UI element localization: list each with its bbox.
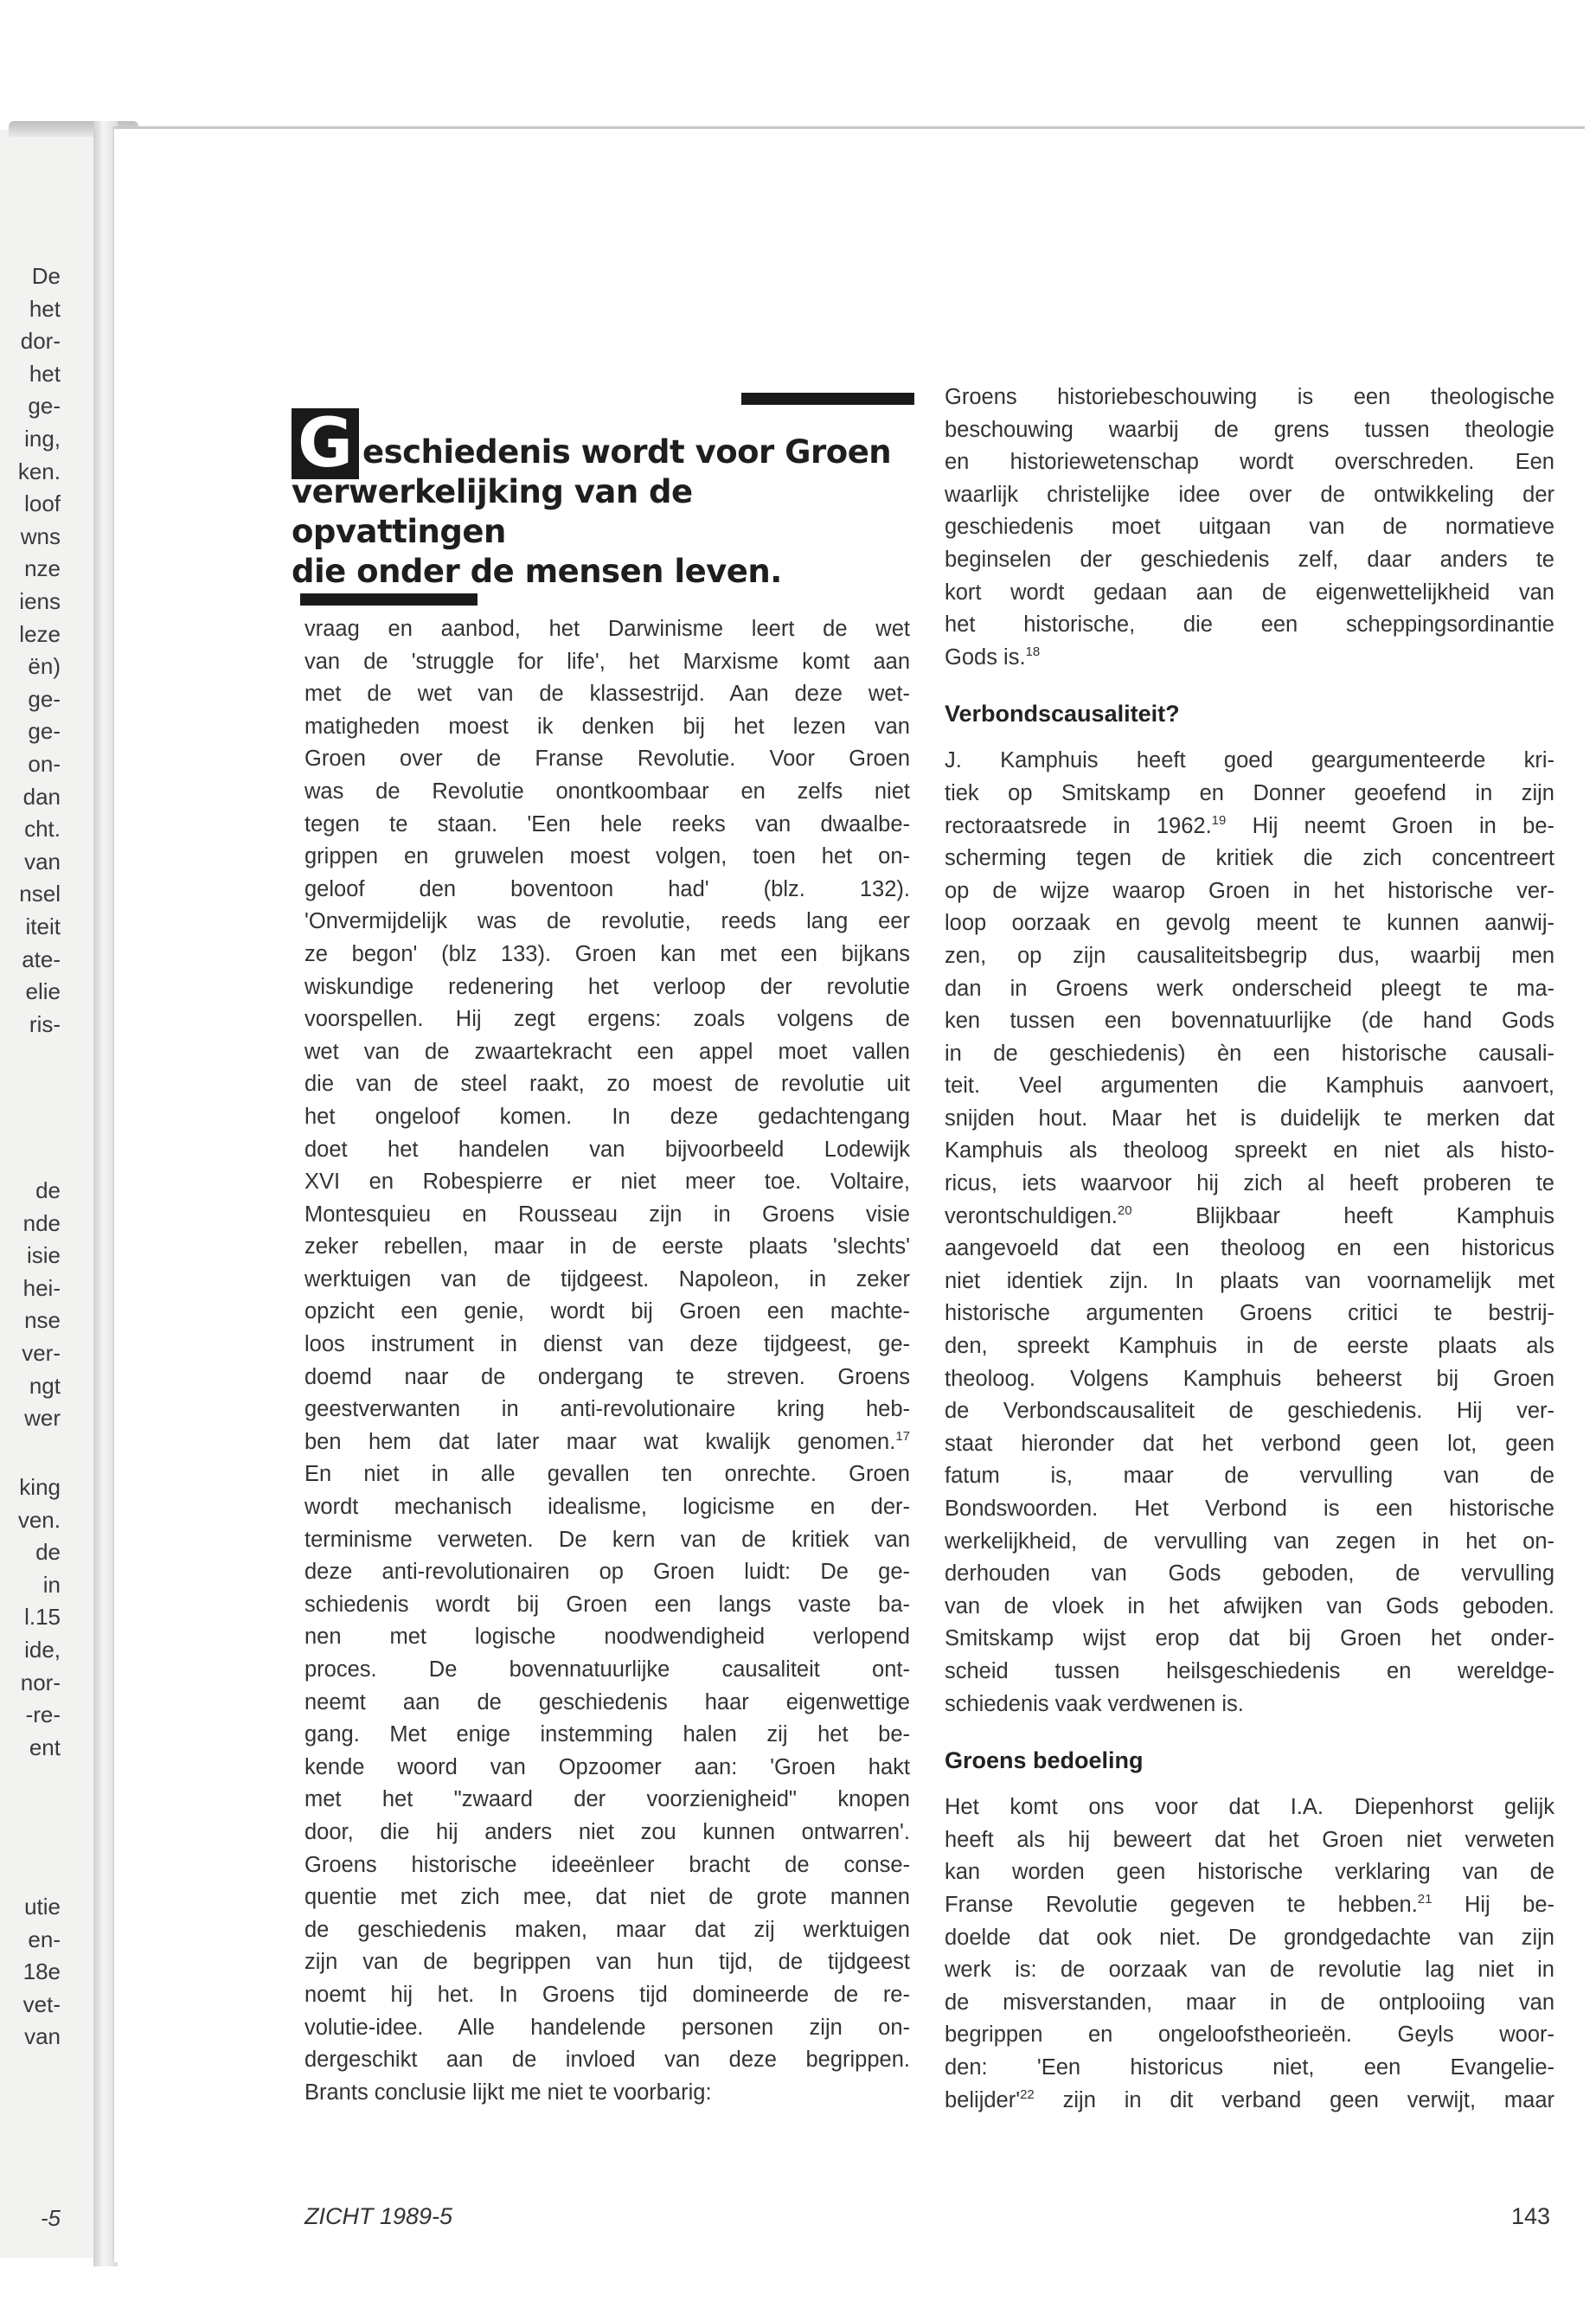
previous-page-fragment: ge- (28, 685, 61, 712)
heading-line-2: verwerkelijking van de opvattingen (292, 473, 693, 550)
previous-page-fragment: dan (22, 783, 61, 810)
previous-page-fragment: king (19, 1474, 61, 1500)
footnote-marker: 19 (1211, 812, 1227, 828)
previous-page-fragment: nze (24, 555, 61, 582)
text-line: die van de steel raakt, zo moest de revolutie uit (304, 1072, 910, 1097)
previous-page-fragment: iteit (25, 913, 61, 939)
left-column-text (304, 613, 910, 2109)
text-line: J. Kamphuis heeft goed geargumenteerde kri- (945, 748, 1554, 773)
intro-paragraph (945, 381, 1554, 674)
previous-page-fragment: van (24, 848, 61, 875)
text-line: zijn van de begrippen van hun tijd, de tijdgeest (304, 1950, 910, 1975)
previous-page-fragment: nsel (19, 881, 61, 907)
text-line: snijden hout. Maar het is duidelijk te merken dat (945, 1106, 1554, 1131)
text-line: wordt mechanisch idealisme, logicisme en der- (304, 1495, 910, 1520)
previous-page-fragment: 18e (22, 1958, 61, 1985)
previous-page-fragment: ge- (28, 393, 61, 420)
previous-page-fragment: ën) (28, 653, 61, 680)
previous-page-fragment: dor- (20, 328, 61, 355)
text-line: kan worden geen historische verklaring van de (945, 1860, 1554, 1885)
text-line: vraag en aanbod, het Darwinisme leert de wet (304, 617, 910, 641)
previous-page-fragment: in (42, 1571, 61, 1598)
previous-page-fragment: het (29, 360, 61, 387)
text-line: geestverwanten in anti-revolutionaire kring heb- (304, 1397, 910, 1422)
text-line: werk is: de oorzaak van de revolutie lag niet in (945, 1958, 1554, 1983)
text-line: fatum is, maar de vervulling van de (945, 1464, 1554, 1489)
previous-page-fragment: iens (19, 588, 61, 614)
text-line: proces. De bovennatuurlijke causaliteit ont- (304, 1657, 910, 1682)
previous-page-fragment: on- (28, 751, 61, 777)
text-line: in de geschiedenis) èn een historische causali- (945, 1041, 1554, 1066)
text-line: Brants conclusie lijkt me niet te voorbarig: (304, 2080, 712, 2105)
section-groens-bedoeling-text (945, 1791, 1554, 2117)
text-line: doemd naar de ondergang te streven. Groens (304, 1364, 910, 1389)
text-line: Groens historiebeschouwing is een theologische (945, 385, 1554, 409)
left-column (304, 613, 910, 2109)
text-line: matigheden moest ik denken bij het lezen van (304, 714, 910, 739)
previous-page-fragment: elie (25, 978, 61, 1005)
heading-rule-top (741, 393, 914, 405)
text-line: nen met logische noodwendigheid verlopend (304, 1625, 910, 1650)
heading-text (292, 433, 914, 592)
text-line: ben hem dat later maar wat kwalijk genomen.$^{17}$ (304, 1428, 910, 1454)
text-line: de misverstanden, maar in de ontplooiing van (945, 1990, 1554, 2015)
heading-rule-bottom (300, 593, 478, 606)
text-line: werktuigen van de tijdgeest. Napoleon, in zeker (304, 1266, 910, 1292)
text-line: $belijder'^{22}$ zijn in dit verband geen verwijt, maar (945, 2086, 1554, 2112)
text-line: kende woord van Opzoomer aan: 'Groen hakt (304, 1754, 910, 1779)
previous-page-fragment: ver- (22, 1340, 61, 1366)
text-line: Het komt ons voor dat I.A. Diepenhorst gelijk (945, 1795, 1554, 1820)
text-line: opzicht een genie, wordt bij Groen een machte- (304, 1299, 910, 1324)
text-line: het ongeloof komen. In deze gedachtengang (304, 1104, 910, 1129)
previous-page-fragment: wer (24, 1405, 61, 1432)
text-line: beschouwing waarbij de grens tussen theologie (945, 417, 1554, 442)
text-line: den, spreekt Kamphuis in de eerste plaats als (945, 1334, 1554, 1359)
previous-page-fragment: wns (20, 522, 61, 549)
heading-line-3: die onder de mensen leven. (292, 553, 782, 590)
previous-page-fragment: nor- (20, 1669, 61, 1695)
text-line: begrippen en ongeloofstheorieën. Geyls woor- (945, 2022, 1554, 2048)
previous-page-fragment: ris- (29, 1010, 61, 1037)
text-line: zen, op zijn causaliteitsbegrip dus, waarbij men (945, 943, 1554, 968)
text-line: met de wet van de klassestrijd. Aan deze wet- (304, 682, 910, 707)
text-line: Bondswoorden. Het Verbond is een historische (945, 1497, 1554, 1521)
footnote-marker: 22 (1020, 2086, 1035, 2102)
right-column (945, 381, 1554, 2117)
previous-page-fragment: vet- (22, 1990, 61, 2017)
text-line: het historische, die een scheppingsordinantie (945, 612, 1554, 638)
previous-page-footer-fragment: -5 (40, 2205, 61, 2231)
previous-page-fragment: utie (24, 1894, 61, 1920)
text-line: beginselen der geschiedenis zelf, daar anders te (945, 547, 1554, 572)
previous-page-fragment: het (29, 295, 61, 322)
text-line: voorspellen. Hij zegt ergens: zoals volgens de (304, 1007, 910, 1032)
text-line: theoloog. Volgens Kamphuis beheerst bij Groen (945, 1366, 1554, 1391)
text-line: doet het handelen van bijvoorbeeld Lodewijk (304, 1137, 910, 1162)
text-line: Montesquieu en Rousseau zijn in Groens visie (304, 1202, 910, 1227)
text-line: loop oorzaak en gevolg meent te kunnen aanwij- (945, 911, 1554, 936)
previous-page-fragment: isie (26, 1242, 61, 1269)
previous-page-fragment: ide, (24, 1637, 61, 1663)
section-heading-groens-bedoeling: Groens bedoeling (945, 1747, 1144, 1774)
text-line: was de Revolutie onontkoombaar en zelfs niet (304, 779, 910, 804)
text-line: de geschiedenis maken, maar dat zij werktuigen (304, 1917, 910, 1942)
text-line: geloof den boventoon had' (blz. 132). (304, 876, 910, 901)
text-line: van de vloek in het afwijken van Gods geboden. (945, 1593, 1554, 1618)
previous-page-fragment: leze (19, 620, 61, 647)
heading-line-1: eschiedenis wordt voor Groen (362, 433, 892, 471)
text-line: grippen en gruwelen moest volgen, toen het on- (304, 844, 910, 869)
text-line: teit. Veel argumenten die Kamphuis aanvoert, (945, 1074, 1554, 1099)
text-line: niet identiek zijn. In plaats van voornamelijk met (945, 1268, 1554, 1293)
text-line: ricus, iets waarvoor hij zich al heeft proberen te (945, 1171, 1554, 1196)
previous-page-fragment: hei- (22, 1274, 61, 1301)
text-line: met het "zwaard der voorzienigheid" knopen (304, 1787, 910, 1812)
footnote-marker: 18 (1025, 644, 1041, 659)
text-line: ken tussen een bovennatuurlijke (de hand Gods (945, 1009, 1554, 1034)
previous-page-fragment: ing, (24, 426, 61, 452)
previous-page-fragment: ge- (28, 718, 61, 745)
text-line: zeker rebellen, maar in de eerste plaats 'slechts' (304, 1234, 910, 1259)
text-line: op de wijze waarop Groen in het historische ver- (945, 878, 1554, 903)
previous-page-fragment: ngt (29, 1372, 61, 1399)
text-line: En niet in alle gevallen ten onrechte. Groen (304, 1462, 910, 1487)
text-line: Groens historische ideeënleer bracht de conse- (304, 1852, 910, 1877)
text-line: verontschuldigen.$^{20}$ Blijkbaar heeft Kamphuis (945, 1202, 1554, 1228)
previous-page-fragment: ken. (17, 458, 61, 484)
footnote-marker: 17 (895, 1428, 910, 1444)
text-line: wet van de zwaartekracht een appel moet vallen (304, 1039, 910, 1064)
text-line: Groen over de Franse Revolutie. Voor Groen (304, 747, 910, 772)
text-line: gang. Met enige instemming halen zij het be- (304, 1722, 910, 1747)
text-line: heeft als hij beweert dat het Groen niet verweten (945, 1827, 1554, 1852)
previous-page-fragment: nde (22, 1209, 61, 1236)
text-line: kort wordt gedaan aan de eigenwettelijkheid van (945, 580, 1554, 605)
text-line: wiskundige redenering het verloop der revolutie (304, 974, 910, 999)
text-line: terminisme verweten. De kern van de kritiek van (304, 1527, 910, 1552)
text-line: Gods is.$^{18}$ (945, 644, 1041, 670)
dropcap-letter: G (292, 408, 359, 479)
footnote-marker: 20 (1117, 1202, 1132, 1218)
text-line: geschiedenis moet uitgaan van de normatieve (945, 515, 1554, 540)
text-line: van de 'struggle for life', het Marxisme komt aan (304, 649, 910, 674)
text-line: den: 'Een historicus niet, een Evangelie- (945, 2054, 1554, 2080)
text-line: Kamphuis als theoloog spreekt en niet als histo- (945, 1138, 1554, 1163)
text-line: schiedenis wordt bij Groen een langs vaste ba- (304, 1592, 910, 1617)
article-page (114, 126, 1585, 2262)
section-heading-verbondscausaliteit: Verbondscausaliteit? (945, 701, 1180, 727)
previous-page-fragment: De (31, 263, 61, 289)
text-line: door, die hij anders niet zou kunnen ontwarren'. (304, 1819, 910, 1844)
previous-page-fragment: cht. (24, 816, 61, 843)
text-line: quentie met zich mee, dat niet de grote mannen (304, 1885, 910, 1910)
text-line: Smitskamp wijst erop dat bij Groen het onder- (945, 1626, 1554, 1651)
text-line: tegen te staan. 'Een hele reeks van dwaalbe- (304, 811, 910, 836)
footnote-marker: 21 (1417, 1891, 1433, 1907)
text-line: historische argumenten Groens critici te bestrij- (945, 1301, 1554, 1326)
text-line: deze anti-revolutionairen op Groen luidt: De ge- (304, 1560, 910, 1585)
previous-page-fragment: en- (28, 1926, 61, 1952)
text-line: noemt hij het. In Groens tijd domineerde de re- (304, 1982, 910, 2007)
text-line: ze begon' (blz 133). Groen kan met een bijkans (304, 941, 910, 966)
journal-footer: ZICHT 1989-5 (304, 2203, 453, 2229)
text-line: derhouden van Gods geboden, de vervulling (945, 1561, 1554, 1586)
text-line: loos instrument in dienst van deze tijdgeest, ge- (304, 1332, 910, 1357)
text-line: dan in Groens werk onderscheid pleegt te ma- (945, 976, 1554, 1001)
previous-page-fragment: loof (24, 490, 61, 517)
previous-page-fragment: ent (29, 1734, 61, 1760)
text-line: tiek op Smitskamp en Donner geoefend in zijn (945, 780, 1554, 805)
previous-page-fragment: -re- (25, 1702, 61, 1728)
section-verbondscausaliteit-text (945, 745, 1554, 1721)
text-line: neemt aan de geschiedenis haar eigenwettige (304, 1689, 910, 1715)
page-number: 143 (1510, 2203, 1550, 2229)
text-line: 'Onvermijdelijk was de revolutie, reeds lang eer (304, 909, 910, 934)
text-line: XVI en Robespierre er niet meer toe. Voltaire, (304, 1170, 910, 1195)
text-line: scherming tegen de kritiek die zich concentreert (945, 846, 1554, 871)
text-line: staat hieronder dat het verbond geen lot, geen (945, 1431, 1554, 1456)
text-line: en historiewetenschap wordt overschreden. Een (945, 450, 1554, 475)
text-line: werkelijkheid, de vervulling van zegen in het on- (945, 1529, 1554, 1554)
text-line: aangevoeld dat een theoloog en een historicus (945, 1236, 1554, 1261)
text-line: schiedenis vaak verdwenen is. (945, 1691, 1244, 1716)
text-line: waarlijk christelijke idee over de ontwikkeling der (945, 482, 1554, 507)
previous-page-fragment: l.15 (24, 1604, 61, 1631)
text-line: scheid tussen heilsgeschiedenis en wereldge- (945, 1658, 1554, 1683)
text-line: de Verbondscausaliteit de geschiedenis. Hij ver- (945, 1399, 1554, 1424)
previous-page-fragment: van (24, 2023, 61, 2050)
previous-page-fragment: de (35, 1539, 61, 1566)
previous-page-fragment: ven. (17, 1506, 61, 1533)
text-line: volutie-idee. Alle handelende personen zijn on- (304, 2015, 910, 2040)
text-line: dergeschikt aan de invloed van deze begrippen. (304, 2048, 910, 2073)
text-line: rectoraatsrede in 1962.19 Hij neemt Groen in be- (945, 812, 1554, 838)
text-line: Franse Revolutie gegeven te hebben.$^{21}$ Hij be- (945, 1891, 1554, 1917)
previous-page-fragment: de (35, 1177, 61, 1203)
previous-page-fragment: nse (24, 1307, 61, 1334)
text-line: doelde dat ook niet. De grondgedachte van zijn (945, 1925, 1554, 1950)
previous-page-fragment: ate- (22, 945, 61, 972)
